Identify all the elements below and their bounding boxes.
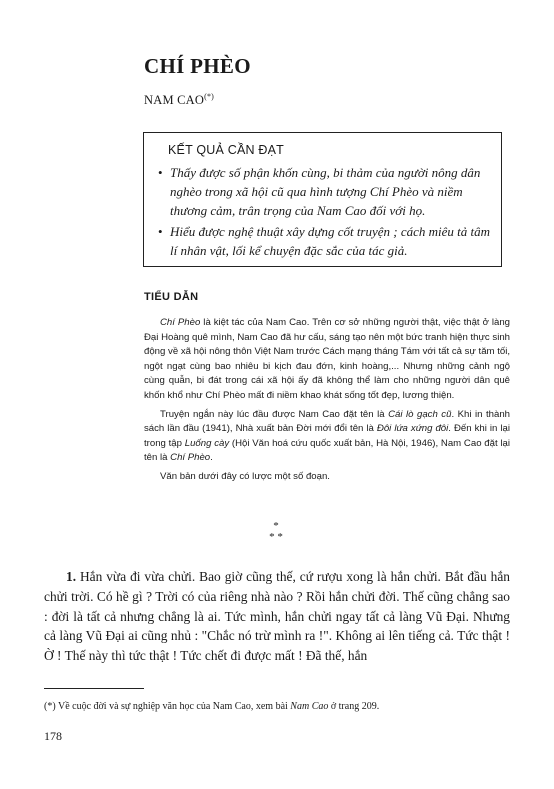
- body-paragraph: [44, 567, 510, 666]
- work-title: Chí Phèo: [170, 452, 211, 464]
- intro-heading: TIỂU DẪN: [144, 291, 199, 303]
- intro-paragraph: Truyện ngắn này lúc đầu được Nam Cao đặt tên là Cái lò gạch cũ. Khi in thành sách lần đầu (1941), Nhà xuất bản Đời mới đổi tên là Đôi lứa xứng đôi. Đến khi in lại trong tập Luống cày (Hội Văn hoá cứu quốc xuất bản, Hà Nội, 1946), Nam Cao đặt lại tên là Chí Phèo.: [144, 408, 510, 464]
- work-title: Luống cày: [184, 437, 230, 449]
- footnote: (*) Về cuộc đời và sự nghiệp văn học của Nam Cao, xem bài Nam Cao ở trang 209.: [44, 701, 380, 712]
- body-text: Hắn vừa đi vừa chửi. Bao giờ cũng thế, cứ rượu xong là hắn chửi. Bắt đầu hắn chửi trời. Có hề gì ? Trời có của riêng nhà nào ? Rồi hắn chửi đời. Thế cũng chẳng sao : đời là tất cả nhưng chẳng là ai. Tức mình, hắn chửi ngay tất cả làng Vũ Đại. Nhưng cả làng Vũ Đại ai cũng nhủ : "Chắc nó trừ mình ra !". Không ai lên tiếng cả. Tức thật ! Ờ ! Thế này thì tức thật ! Tức chết đi được mất ! Đã thế, hắn: [44, 569, 510, 664]
- author-line: [144, 92, 214, 108]
- author-name: NAM CAO: [144, 93, 205, 107]
- star-bottom: * *: [269, 531, 283, 543]
- objective-item: [158, 163, 491, 220]
- work-title: Cái lò gạch cũ: [388, 408, 452, 420]
- section-separator: [256, 521, 296, 543]
- page-title: CHÍ PHÈO: [144, 54, 251, 78]
- objective-text: Thấy được số phận khốn cùng, bi thảm của người nông dân nghèo trong xã hội cũ qua hình tượng Chí Phèo và niềm thương cảm, trân trọng của Nam Cao đối với họ.: [170, 165, 481, 218]
- work-title: Đôi lứa xứng đôi: [376, 423, 449, 435]
- star-top: *: [273, 520, 279, 532]
- intro-paragraph: Chí Phèo là kiệt tác của Nam Cao. Trên cơ sở những người thật, việc thật ở làng Đại Hoàng quê mình, Nam Cao đã hư cấu, sáng tạo nên một bức tranh hiện thực sinh động về xã hội nông thôn Việt Nam trước Cách mạng tháng Tám với tất cả sự tăm tối, ngột ngạt cùng bao nhiêu bi kịch đau đớn, kinh hoàng,... Nhưng những cảnh ngộ cùng quẫn, bi đát trong cái xã hội ấy đã không thể làm cho những người dân quê khốn khổ như Chí Phèo mất đi niềm khao khát sống tốt đẹp, lương thiện.: [144, 317, 510, 401]
- objective-item: [158, 222, 491, 260]
- footnote-divider: [44, 688, 144, 689]
- section-number: 1.: [66, 569, 77, 584]
- objective-text: Hiểu được nghệ thuật xây dựng cốt truyện ; cách miêu tả tâm lí nhân vật, lối kể chuyện đặc sắc của tác giả.: [170, 224, 491, 258]
- work-title: Chí Phèo: [160, 317, 201, 328]
- footnote-marker: (*): [204, 92, 215, 101]
- objectives-box: [143, 132, 502, 267]
- bullet-icon: •: [158, 165, 163, 180]
- intro-section: [144, 316, 510, 489]
- objectives-heading: KẾT QUẢ CẦN ĐẠT: [168, 143, 284, 157]
- bullet-icon: •: [158, 224, 163, 239]
- page-number: 178: [44, 729, 62, 743]
- footnote-title: Nam Cao: [290, 701, 329, 712]
- intro-paragraph: Văn bản dưới đây có lược một số đoạn.: [160, 470, 330, 482]
